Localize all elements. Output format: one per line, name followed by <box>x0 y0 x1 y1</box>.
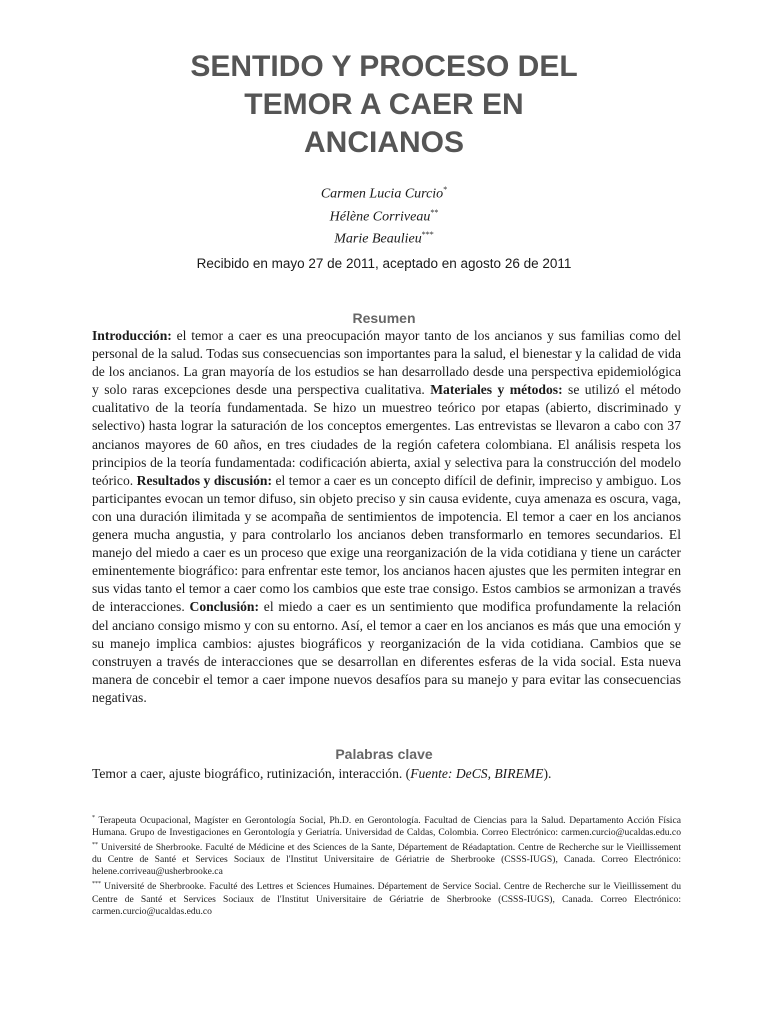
abstract-heading: Resumen <box>352 310 416 326</box>
conclusion-text: el miedo a caer es un sentimiento que modifica profundamente la relación del anciano consigo mismo y con su entorno. Así, el temor a caer en los ancianos es más que una emoción y su manejo implica cambios: ajustes biográficos y reorganización de la vida cotidiana. Cambios que se construyen a través de interacciones que se desarrollan en diferentes esferas de la vida social. Esta nueva manera de concebir el temor a caer impone nuevos desafíos para su manejo y para evitar las consecuencias negativas. <box>92 599 681 705</box>
footnote <box>92 878 681 917</box>
keywords-close: ). <box>543 766 552 781</box>
methods-label: Materiales y métodos: <box>430 382 563 398</box>
abstract-body <box>92 327 681 707</box>
keywords-line <box>92 765 692 783</box>
author <box>0 226 768 249</box>
footnote-mark: ** <box>92 842 98 849</box>
author-footnote-mark: * <box>443 185 448 194</box>
author-footnote-mark: *** <box>421 230 434 240</box>
footnote-text: Terapeuta Ocupacional, Magíster en Gerontología Social, Ph.D. en Gerontología. Facultad de Ciencias para la Salud. Departamento Acción Física Humana. Grupo de Investigaciones en Gerontología y Geriatría. Universidad de Caldas, Colombia. Correo Electrónico: carmen.curcio@ucaldas.edu.co <box>92 815 681 839</box>
footnote-mark: * <box>92 815 95 821</box>
article-title <box>0 48 768 162</box>
keywords-text: Temor a caer, ajuste biográfico, rutinización, interacción. ( <box>92 766 411 781</box>
footnotes <box>92 812 681 918</box>
author <box>0 204 768 227</box>
keywords-heading: Palabras clave <box>335 746 433 762</box>
author-name: Carmen Lucia Curcio <box>320 186 444 202</box>
title-line: SENTIDO Y PROCESO DEL <box>190 50 578 83</box>
footnote-text: Université de Sherbrooke. Faculté de Médicine et des Sciences de la Sante, Département de Réadaptation. Centre de Recherche sur le Vieillissement du Centre de Santé et Services Sociaux de l'Institut Universitaire de Gériatrie de Sherbrooke (CSSS-IUGS), Canada. Correo Electrónico: helene.corriveau@usherbrooke.ca <box>92 842 681 878</box>
received-date: Recibido en mayo 27 de 2011, aceptado en agosto 26 de 2011 <box>196 256 572 271</box>
conclusion-label: Conclusión: <box>189 599 259 615</box>
footnote-mark: *** <box>92 881 101 888</box>
footnote <box>92 842 681 877</box>
keywords-source: Fuente: DeCS, BIREME <box>410 766 544 781</box>
title-line: ANCIANOS <box>303 126 464 159</box>
author-name: Marie Beaulieu <box>334 231 422 247</box>
methods-text: se utilizó el método cualitativo de la teoría fundamentada. Se hizo un muestreo teórico por etapas (abierto, discriminado y selectivo) hasta lograr la saturación de los conceptos emergentes. Las entrevistas se llevaron a cabo con 37 ancianos mayores de 60 años, en tres ciudades de la región cafetera colombiana. El análisis respeta los principios de la teoría fundamentada: codificación abierta, axial y selectiva para la construcción del modelo teórico. <box>92 382 681 488</box>
author-footnote-mark: ** <box>430 207 439 217</box>
results-label: Resultados y discusión: <box>136 472 272 488</box>
footnote <box>92 815 681 838</box>
title-line: TEMOR A CAER EN <box>244 88 524 121</box>
author-list <box>0 181 768 249</box>
intro-text: el temor a caer es una preocupación mayor tanto de los ancianos y sus familias como del personal de la salud. Todas sus consecuencias son importantes para la salud, el bienestar y la calidad de vida de los ancianos. La gran mayoría de los estudios se han desarrollado desde una perspectiva epidemiológica y solo raras excepciones desde una perspectiva cualitativa. <box>92 328 681 398</box>
author <box>0 181 768 204</box>
footnote-text: Université de Sherbrooke. Faculté des Lettres et Sciences Humaines. Département de Service Social. Centre de Recherche sur le Vieillissement du Centre de Santé et Services Sociaux de l'Institut Universitaire de Gériatrie de Sherbrooke (CSSS-IUGS), Canada. Correo Electrónico: carmen.curcio@ucaldas.edu.co <box>92 881 681 917</box>
author-name: Hélène Corriveau <box>329 209 431 225</box>
intro-label: Introducción: <box>92 328 172 343</box>
results-text: el temor a caer es un concepto difícil de definir, impreciso y ambiguo. Los participantes evocan un temor difuso, sin objeto preciso y sin causa evidente, cuya amenaza es oscura, vaga, con una duración ilimitada y se acompaña de sentimientos de impotencia. El temor a caer en los ancianos genera mucha angustia, y para controlarlo los ancianos deben transformarlo en temores secundarios. El manejo del miedo a caer es un proceso que exige una reorganización de la vida cotidiana y tiene un carácter eminentemente biográfico: para enfrentar este temor, los ancianos hacen ajustes que les permiten integrar en sus vidas tanto el temor a caer como los cambios que este trae consigo. Estos cambios se armonizan a través de interacciones. <box>92 472 681 615</box>
